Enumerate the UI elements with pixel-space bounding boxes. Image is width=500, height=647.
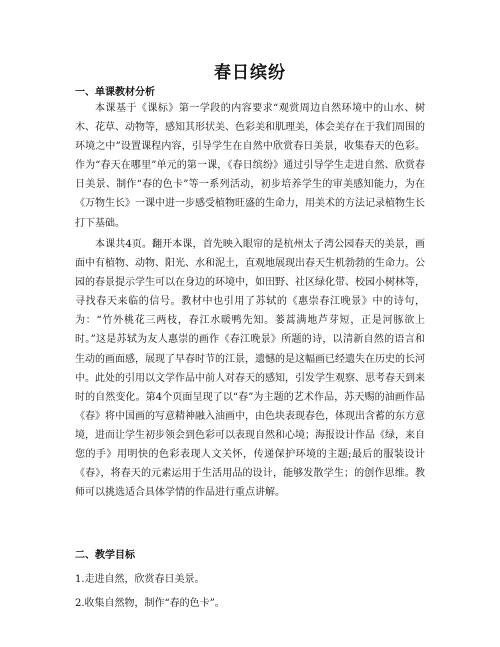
document-title: 春日缤纷 [214, 63, 286, 83]
analysis-paragraph-1: 本课基于《课标》第一学段的内容要求“观赏周边自然环境中的山水、树木、花草、动物等，感知其形状美、色彩美和肌理美，体会美存在于我们周围的环境之中”设置课程内容，引导学生在自然中欣赏春日美景，收集春天的色彩。作为“春天在哪里”单元的第一课，《春日缤纷》通过引导学生走进自然、欣赏春日美景、制作“春的色卡”等一系列活动，初步培养学生的审美感知能力，为在《万物生长》一课中进一步感受植物旺盛的生命力，用美术的方法记录植物生长打下基础。 [75, 103, 425, 229]
objective-item-1: 1.走进自然，欣赏春日美景。 [75, 574, 205, 585]
section-heading-analysis: 一、单课教材分析 [75, 87, 155, 98]
objective-item-2: 2.收集自然物，制作“春的色卡”。 [75, 598, 225, 609]
section-heading-objectives: 二、教学目标 [75, 550, 135, 561]
analysis-paragraph-2: 本课共4页。翻开本课，首先映入眼帘的是杭州太子湾公园春天的美景，画面中有植物、动物、阳光、水和泥土，直观地展现出春天生机勃勃的生命力。公园的春景提示学生可以在身边的环境中，如田野、社区绿化带、校园小树林等，寻找春天来临的信号。教材中也引用了苏轼的《惠崇春江晚景》中的诗句，为：“竹外桃花三两枝，春江水暖鸭先知。蒌蒿满地芦芽短，正是河豚欲上时。”这是苏轼为友人惠崇的画作《春江晚景》所题的诗，以清新自然的语言和生动的画面感，展现了早春时节的江景，遗憾的是这幅画已经遗失在历史的长河中。此处的引用以文学作品中前人对春天的感知，引发学生观察、思考春天到来时的自然变化。第4个页面呈现了以“春”为主题的艺术作品，苏天赐的油画作品《春》将中国画的写意精神融入油画中，由色块表现春色，体现出含蓄的东方意境，进而让学生初步领会到色彩可以表现自然和心境；海报设计作品《绿，来自您的手》用明快的色彩表现人文关怀，传递保护环境的主题;最后的服装设计《春》，将春天的元素运用于生活用品的设计，能够发散学生；的创作思维。教师可以挑选适合具体学情的作品进行重点讲解。 [75, 239, 425, 499]
